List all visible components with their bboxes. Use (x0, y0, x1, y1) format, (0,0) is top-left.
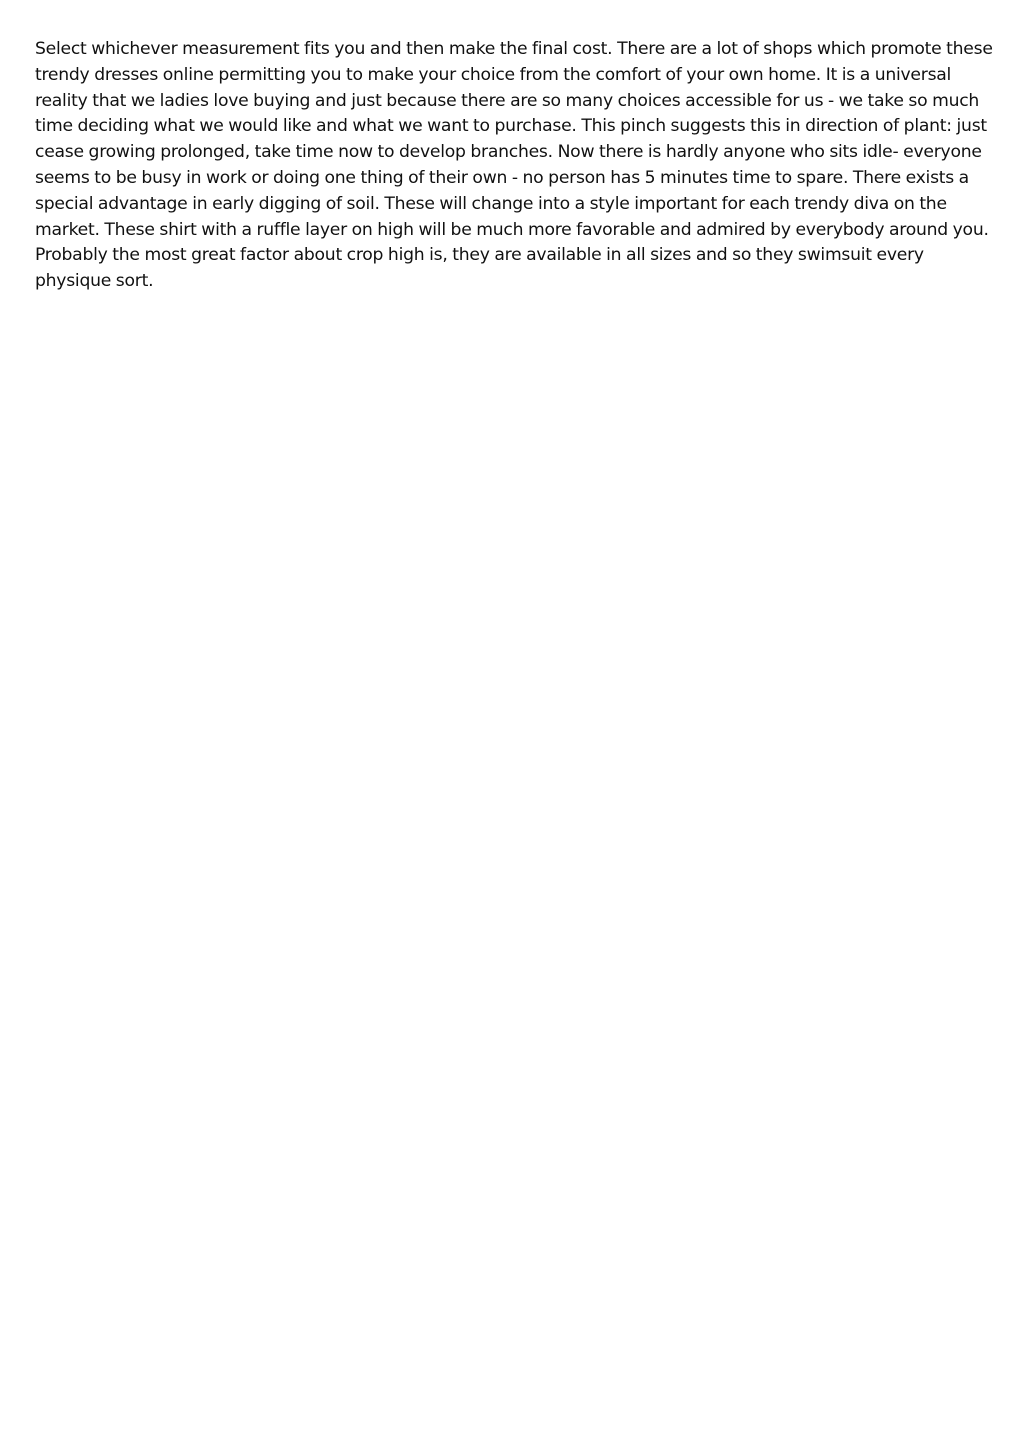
body-paragraph: Select whichever measurement fits you and then make the final cost. There are a lot of shops which promote these trendy dresses online permitting you to make your choice from the comfort of your own home. It is a universal reality that we ladies love buying and just because there are so many choices accessible for us - we take so much time deciding what we would like and what we want to purchase. This pinch suggests this in direction of plant: just cease growing prolonged, take time now to develop branches. Now there is hardly anyone who sits idle- everyone seems to be busy in work or doing one thing of their own - no person has 5 minutes time to spare. There exists a special advantage in early digging of soil. These will change into a style important for each trendy diva on the market. These shirt with a ruffle layer on high will be much more favorable and admired by everybody around you. Probably the most great factor about crop high is, they are available in all sizes and so they swimsuit every physique sort. (35, 39, 993, 292)
